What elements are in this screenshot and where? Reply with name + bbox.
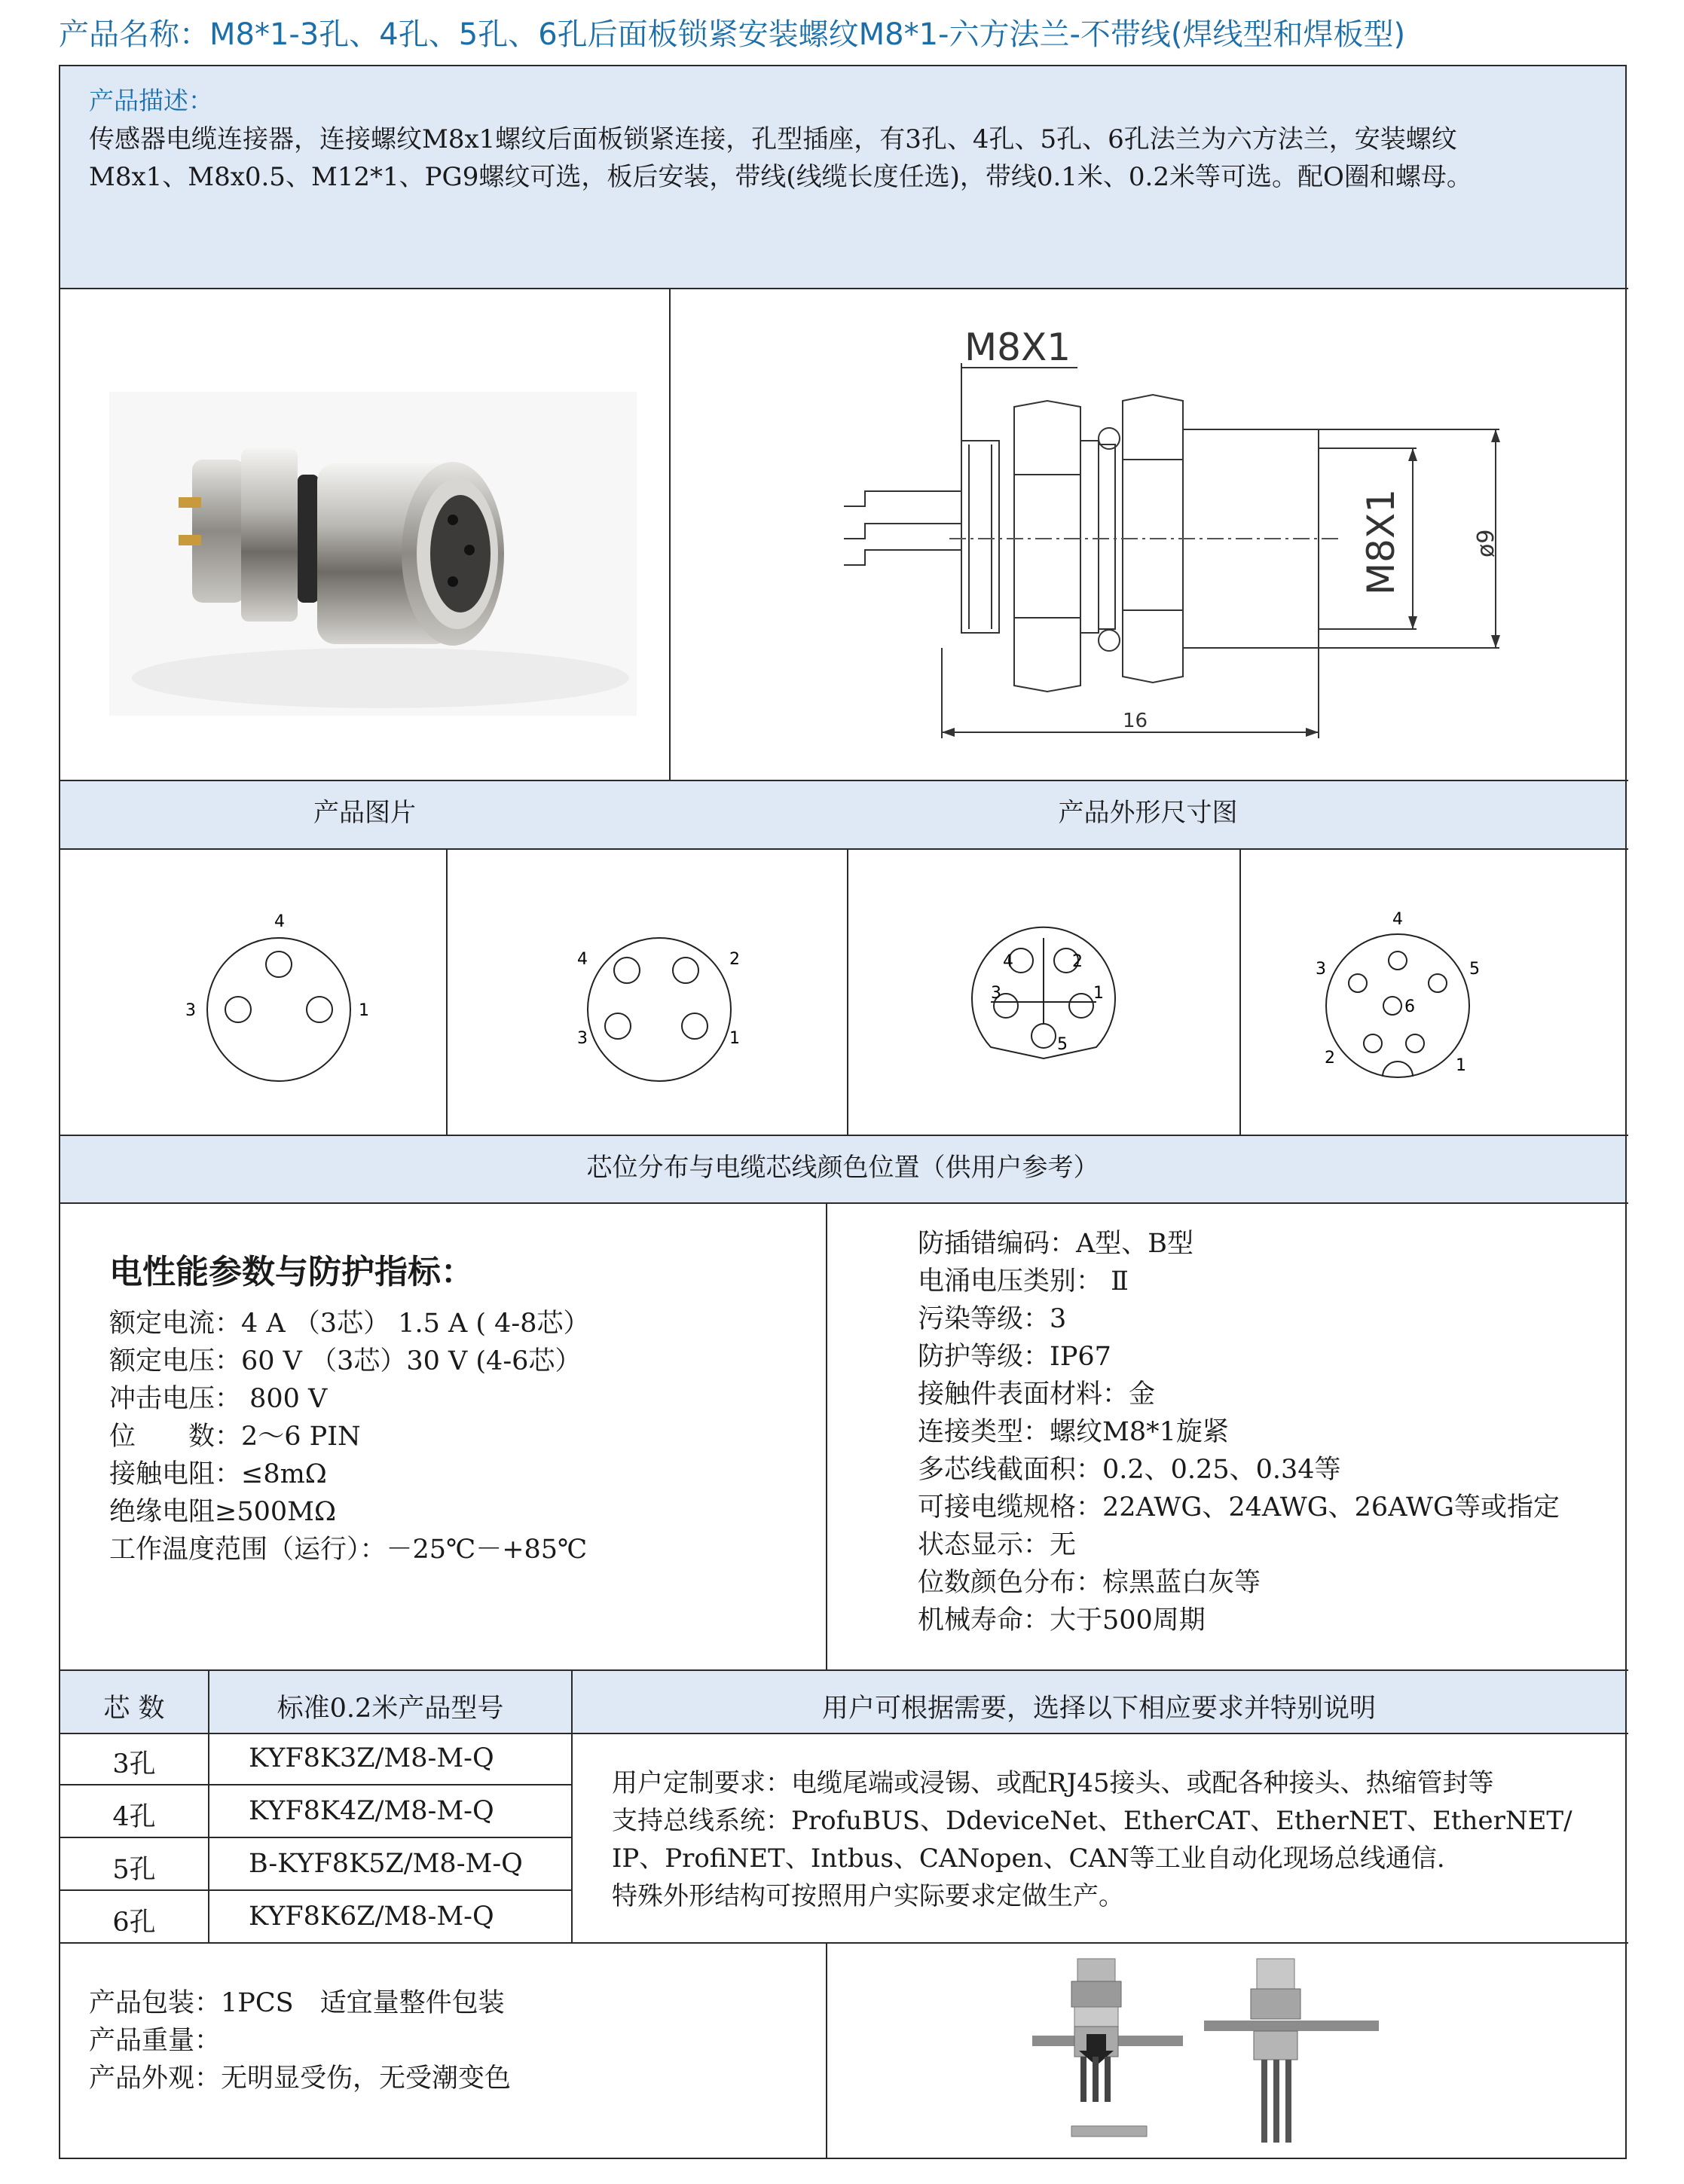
packaging-line: 产品重量： bbox=[89, 2026, 222, 2056]
spec-line: 可接电缆规格：22AWG、24AWG、26AWG等或指定 bbox=[918, 1492, 1560, 1523]
spec-line: 绝缘电阻≥500MΩ bbox=[109, 1497, 336, 1527]
pin-label: 3 bbox=[577, 1029, 588, 1048]
pin-label: 4 bbox=[1003, 952, 1013, 971]
spec-line: 位数颜色分布：棕黑蓝白灰等 bbox=[918, 1568, 1261, 1598]
pin-label: 3 bbox=[991, 984, 1001, 1003]
description-line-1: 传感器电缆连接器，连接螺纹M8x1螺纹后面板锁紧连接，孔型插座，有3孔、4孔、5孔、6孔法兰为六方法兰，安装螺纹 bbox=[89, 124, 1457, 154]
dimension-drawing bbox=[829, 316, 1522, 746]
custom-notes bbox=[612, 1764, 1572, 1915]
pin-label: 3 bbox=[1316, 960, 1326, 979]
divider bbox=[669, 288, 671, 848]
pin-count: 3孔 bbox=[112, 1749, 156, 1779]
pin-count: 6孔 bbox=[112, 1908, 156, 1938]
thread-top-label: M8X1 bbox=[964, 325, 1071, 369]
note-line: IP、ProfiNET、Intbus、CANopen、CAN等工业自动化现场总线通信. bbox=[612, 1843, 1445, 1874]
pin-label: 4 bbox=[274, 912, 285, 931]
pin-label: 1 bbox=[729, 1029, 740, 1048]
electrical-left-list bbox=[109, 1305, 590, 1569]
electrical-heading: 电性能参数与防护指标： bbox=[109, 1253, 474, 1291]
electrical-right-list bbox=[918, 1225, 1560, 1639]
pinout-caption: 芯位分布与电缆芯线颜色位置（供用户参考） bbox=[586, 1153, 1099, 1183]
divider bbox=[208, 1669, 209, 1942]
column-header: 用户可根据需要，选择以下相应要求并特别说明 bbox=[821, 1694, 1376, 1724]
pinout-4-diagram bbox=[565, 912, 761, 1100]
pin-label: 2 bbox=[1072, 952, 1083, 971]
page-title: 产品名称：M8*1-3孔、4孔、5孔、6孔后面板锁紧安装螺纹M8*1-六方法兰-不带线(焊线型和焊板型) bbox=[59, 17, 1406, 52]
divider bbox=[59, 1202, 1628, 1204]
spec-line: 连接类型：螺纹M8*1旋紧 bbox=[918, 1417, 1229, 1447]
divider bbox=[571, 1669, 573, 1942]
divider bbox=[59, 288, 1628, 289]
model-number: KYF8K3Z/M8-M-Q bbox=[249, 1743, 494, 1773]
divider bbox=[59, 1733, 1628, 1734]
photo-caption: 产品图片 bbox=[313, 798, 416, 828]
pin-count: 5孔 bbox=[112, 1855, 156, 1885]
pin-label: 4 bbox=[1392, 910, 1403, 929]
pin-label: 3 bbox=[185, 1001, 196, 1020]
spec-line: 额定电压：60 V （3芯）30 V (4-6芯） bbox=[109, 1346, 582, 1376]
pin-label: 5 bbox=[1057, 1035, 1068, 1054]
packaging-line: 产品外观：无明显受伤，无受潮变色 bbox=[89, 2063, 512, 2094]
spec-line: 位 数：2～6 PIN bbox=[109, 1422, 361, 1452]
length-label: 16 bbox=[1123, 710, 1148, 732]
divider bbox=[847, 848, 848, 1135]
pin-count: 4孔 bbox=[112, 1802, 156, 1832]
description-line-2: M8x1、M8x0.5、M12*1、PG9螺纹可选，板后安装，带线(线缆长度任选)，带线0.1米、0.2米等可选。配O圈和螺母。 bbox=[89, 162, 1472, 192]
spec-line: 防护等级：IP67 bbox=[918, 1342, 1111, 1372]
note-line: 用户定制要求：电缆尾端或浸锡、或配RJ45接头、或配各种接头、热缩管封等 bbox=[612, 1768, 1494, 1798]
spec-line: 额定电流：4 A （3芯） 1.5 A ( 4-8芯） bbox=[109, 1309, 590, 1339]
spec-line: 污染等级：3 bbox=[918, 1304, 1067, 1334]
spec-line: 机械寿命：大于500周期 bbox=[918, 1605, 1206, 1636]
packaging-line: 产品包装：1PCS 适宜量整件包装 bbox=[89, 1988, 505, 2018]
divider bbox=[826, 1202, 827, 1669]
note-line: 特殊外形结构可按照用户实际要求定做生产。 bbox=[612, 1881, 1124, 1911]
dimension-caption: 产品外形尺寸图 bbox=[1058, 798, 1238, 828]
pin-label: 6 bbox=[1404, 997, 1415, 1016]
spec-line: 接触件表面材料：金 bbox=[918, 1379, 1156, 1410]
description-text bbox=[89, 121, 1603, 196]
pin-label: 2 bbox=[729, 950, 740, 969]
pinout-6-diagram bbox=[1303, 908, 1492, 1096]
divider bbox=[59, 1784, 573, 1785]
model-number: KYF8K4Z/M8-M-Q bbox=[249, 1796, 494, 1826]
diameter-label: ø9 bbox=[1473, 529, 1499, 557]
divider bbox=[826, 1942, 827, 2159]
divider bbox=[59, 1837, 573, 1838]
installation-illustration bbox=[1032, 1951, 1379, 2155]
model-number: KYF8K6Z/M8-M-Q bbox=[249, 1901, 494, 1932]
column-header: 标准0.2米产品型号 bbox=[277, 1694, 504, 1724]
spec-line: 冲击电压： 800 V bbox=[109, 1384, 328, 1414]
spec-line: 状态显示：无 bbox=[918, 1530, 1077, 1560]
pinout-5-diagram bbox=[946, 923, 1134, 1089]
pin-label: 1 bbox=[1093, 984, 1104, 1003]
description-heading: 产品描述： bbox=[89, 86, 213, 115]
divider bbox=[1239, 848, 1241, 1135]
column-header: 芯 数 bbox=[103, 1694, 165, 1724]
divider bbox=[446, 848, 448, 1135]
spec-line: 电涌电压类别： Ⅱ bbox=[918, 1266, 1129, 1297]
divider bbox=[59, 848, 1628, 850]
pin-label: 4 bbox=[577, 950, 588, 969]
spec-line: 防插错编码：A型、B型 bbox=[918, 1229, 1193, 1259]
pin-label: 1 bbox=[1456, 1056, 1466, 1075]
product-photo bbox=[109, 392, 637, 716]
spec-line: 工作温度范围（运行）：－25℃－+85℃ bbox=[109, 1535, 588, 1565]
pinout-3-diagram bbox=[181, 904, 407, 1100]
divider bbox=[59, 1942, 1628, 1944]
pin-label: 2 bbox=[1325, 1049, 1335, 1068]
divider bbox=[59, 1889, 573, 1891]
pin-label: 1 bbox=[359, 1001, 369, 1020]
spec-line: 接触电阻：≤8mΩ bbox=[109, 1459, 327, 1489]
pin-label: 5 bbox=[1469, 960, 1480, 979]
spec-line: 多芯线截面积：0.2、0.25、0.34等 bbox=[918, 1455, 1341, 1485]
packaging-info bbox=[89, 1984, 511, 2097]
thread-side-label: M8X1 bbox=[1359, 488, 1403, 595]
model-number: B-KYF8K5Z/M8-M-Q bbox=[249, 1849, 523, 1879]
note-line: 支持总线系统：ProfuBUS、DdeviceNet、EtherCAT、EtherNET、EtherNET/ bbox=[612, 1806, 1572, 1836]
